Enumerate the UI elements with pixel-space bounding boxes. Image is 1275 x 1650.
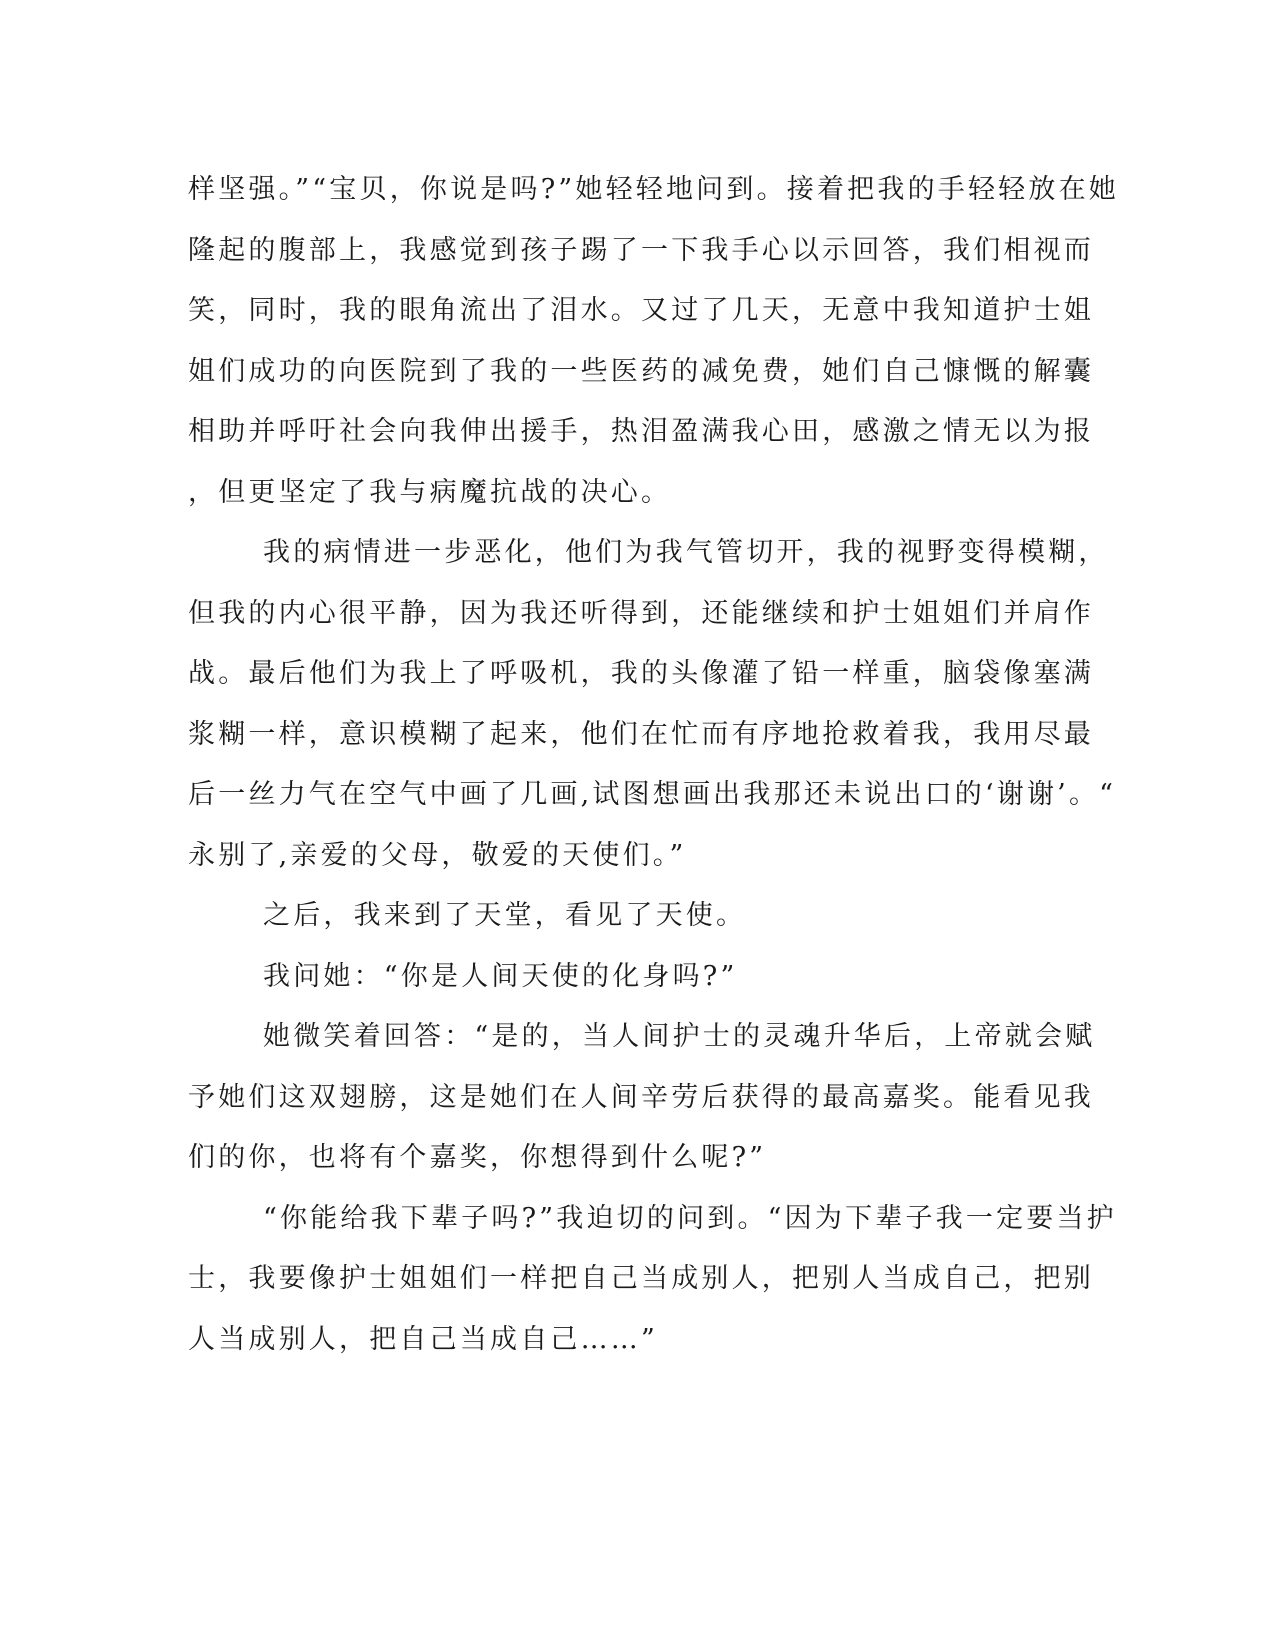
text-line: 笑，同时，我的眼角流出了泪水。又过了几天，无意中我知道护士姐 xyxy=(188,295,1094,326)
text-line: 战。最后他们为我上了呼吸机，我的头像灌了铅一样重，脑袋像塞满 xyxy=(188,658,1094,689)
text-line: 隆起的腹部上，我感觉到孩子踢了一下我手心以示回答，我们相视而 xyxy=(188,234,1094,266)
text-line: ，但更坚定了我与病魔抗战的决心。 xyxy=(188,476,672,508)
text-line: 样坚强。”“宝贝，你说是吗?”她轻轻地问到。接着把我的手轻轻放在她 xyxy=(188,174,1119,205)
text-line: 姐们成功的向医院到了我的一些医药的减免费，她们自己慷慨的解囊 xyxy=(188,355,1094,387)
text-line: “你能给我下辈子吗?”我迫切的问到。“因为下辈子我一定要当护 xyxy=(263,1202,1117,1234)
text-line: 相助并呼吁社会向我伸出援手，热泪盈满我心田，感激之情无以为报 xyxy=(188,416,1094,447)
text-line: 予她们这双翅膀，这是她们在人间辛劳后获得的最高嘉奖。能看见我 xyxy=(188,1081,1094,1113)
text-line: 人当成别人，把自己当成自己……” xyxy=(188,1323,659,1355)
text-line: 永别了,亲爱的父母，敬爱的天使们。” xyxy=(188,839,687,871)
body-text xyxy=(188,160,1119,1370)
text-line: 但我的内心很平静，因为我还听得到，还能继续和护士姐姐们并肩作 xyxy=(188,597,1094,629)
text-line: 之后，我来到了天堂，看见了天使。 xyxy=(263,900,747,931)
text-line: 士，我要像护士姐姐们一样把自己当成别人，把别人当成自己，把别 xyxy=(188,1263,1094,1294)
text-line: 我的病情进一步恶化，他们为我气管切开，我的视野变得模糊， xyxy=(263,537,1109,568)
text-line: 浆糊一样，意识模糊了起来，他们在忙而有序地抢救着我，我用尽最 xyxy=(188,718,1094,750)
text-line: 后一丝力气在空气中画了几画,试图想画出我那还未说出口的‘谢谢’。“ xyxy=(188,779,1117,810)
text-line: 们的你，也将有个嘉奖，你想得到什么呢?” xyxy=(188,1142,767,1173)
text-line: 她微笑着回答：“是的，当人间护士的灵魂升华后，上帝就会赋 xyxy=(263,1021,1096,1052)
text-line: 我问她：“你是人间天使的化身吗?” xyxy=(263,960,738,992)
